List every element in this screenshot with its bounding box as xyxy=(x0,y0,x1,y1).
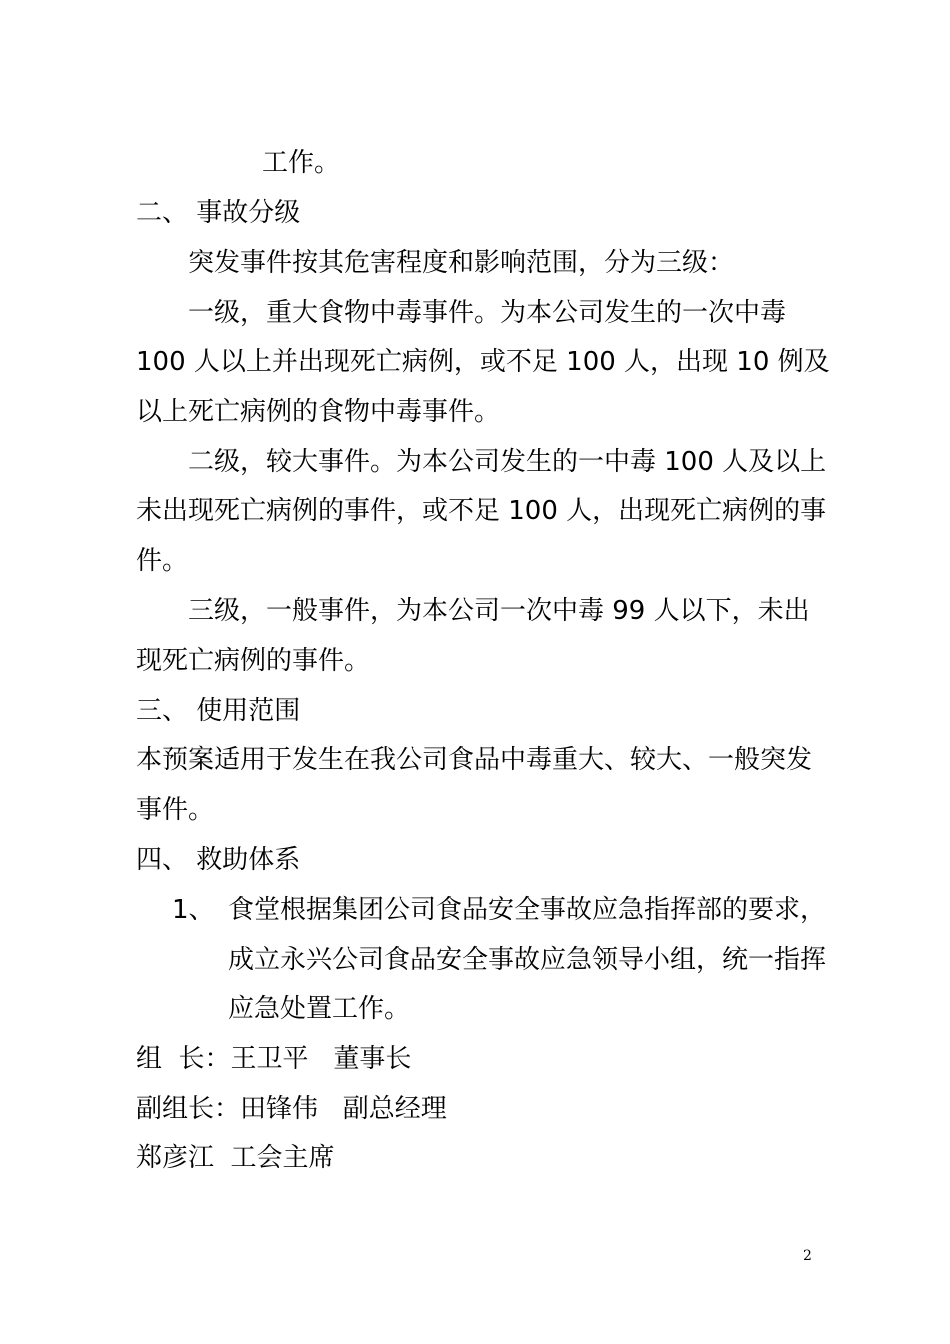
section-heading: 四、 救助体系 xyxy=(136,845,301,875)
page-number: 2 xyxy=(803,1248,812,1264)
section-heading: 二、 事故分级 xyxy=(136,198,301,228)
list-item-number: 1、 xyxy=(172,895,215,925)
list-item-text: 成立永兴公司食品安全事故应急领导小组，统一指挥 xyxy=(228,945,827,975)
text-line: 副组长：田锋伟 副总经理 xyxy=(136,1094,447,1124)
text-line: 突发事件按其危害程度和影响范围，分为三级： xyxy=(188,248,735,278)
text-line: 组 长：王卫平 董事长 xyxy=(136,1044,412,1074)
text-line: 100 人以上并出现死亡病例，或不足 100 人，出现 10 例及 xyxy=(136,347,830,377)
text-line: 二级，较大事件。为本公司发生的一中毒 100 人及以上 xyxy=(188,447,827,477)
text-line: 件。 xyxy=(136,546,189,576)
list-item-text: 应急处置工作。 xyxy=(228,994,411,1024)
text-line: 未出现死亡病例的事件，或不足 100 人，出现死亡病例的事 xyxy=(136,496,827,526)
text-line: 以上死亡病例的食物中毒事件。 xyxy=(136,397,501,427)
text-line: 一级，重大食物中毒事件。为本公司发生的一次中毒 xyxy=(188,298,787,328)
text-line: 事件。 xyxy=(136,795,215,825)
list-item-text: 食堂根据集团公司食品安全事故应急指挥部的要求， xyxy=(228,895,827,925)
text-line: 郑彦江 工会主席 xyxy=(136,1143,335,1173)
text-line: 工作。 xyxy=(262,148,341,178)
text-line: 现死亡病例的事件。 xyxy=(136,646,371,676)
text-line: 三级，一般事件，为本公司一次中毒 99 人以下，未出 xyxy=(188,596,810,626)
text-line: 本预案适用于发生在我公司食品中毒重大、较大、一般突发 xyxy=(136,745,813,775)
section-heading: 三、 使用范围 xyxy=(136,696,301,726)
